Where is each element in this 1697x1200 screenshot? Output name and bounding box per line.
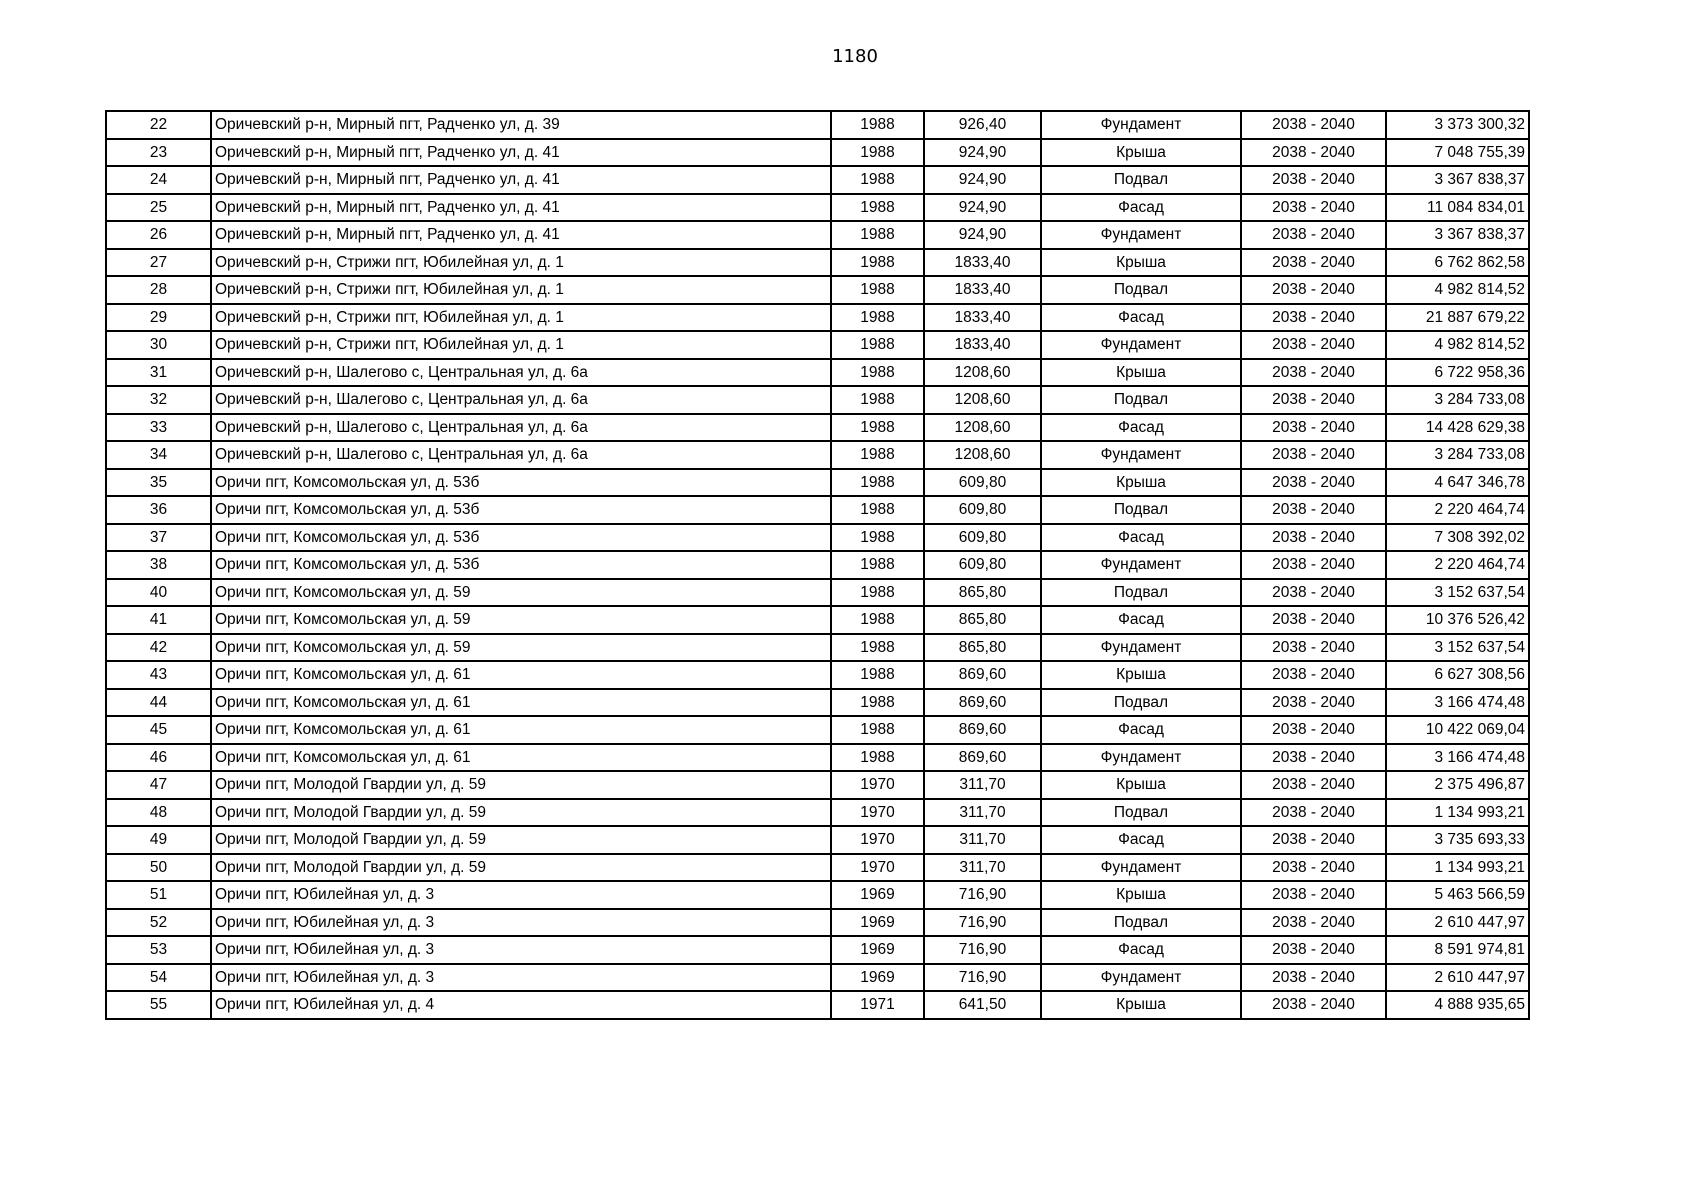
cell-number: 34 [106,441,211,469]
cell-year: 1988 [831,661,924,689]
table-row [106,414,1529,442]
cell-area: 609,80 [924,469,1041,497]
cell-address: Оричи пгт, Юбилейная ул, д. 4 [211,991,831,1019]
cell-area: 311,70 [924,799,1041,827]
cell-cost: 6 722 958,36 [1386,359,1529,387]
cell-area: 865,80 [924,606,1041,634]
cell-work-type: Крыша [1041,359,1241,387]
table-row [106,276,1529,304]
cell-period: 2038 - 2040 [1241,689,1386,717]
cell-address: Оричи пгт, Молодой Гвардии ул, д. 59 [211,826,831,854]
cell-area: 869,60 [924,689,1041,717]
cell-period: 2038 - 2040 [1241,799,1386,827]
table-row [106,744,1529,772]
cell-cost: 10 376 526,42 [1386,606,1529,634]
cell-work-type: Фасад [1041,826,1241,854]
cell-work-type: Подвал [1041,579,1241,607]
table-row [106,634,1529,662]
cell-year: 1970 [831,854,924,882]
cell-cost: 3 735 693,33 [1386,826,1529,854]
cell-cost: 8 591 974,81 [1386,936,1529,964]
cell-period: 2038 - 2040 [1241,991,1386,1019]
cell-address: Оричи пгт, Молодой Гвардии ул, д. 59 [211,854,831,882]
cell-address: Оричевский р-н, Шалегово с, Центральная ул, д. 6а [211,441,831,469]
cell-number: 24 [106,166,211,194]
cell-period: 2038 - 2040 [1241,496,1386,524]
cell-area: 924,90 [924,194,1041,222]
cell-address: Оричевский р-н, Шалегово с, Центральная ул, д. 6а [211,386,831,414]
cell-number: 40 [106,579,211,607]
cell-cost: 6 627 308,56 [1386,661,1529,689]
cell-address: Оричи пгт, Комсомольская ул, д. 59 [211,634,831,662]
cell-work-type: Крыша [1041,469,1241,497]
cell-work-type: Подвал [1041,166,1241,194]
cell-cost: 7 308 392,02 [1386,524,1529,552]
repair-schedule-table [105,110,1530,1020]
cell-area: 924,90 [924,166,1041,194]
cell-period: 2038 - 2040 [1241,551,1386,579]
cell-area: 609,80 [924,496,1041,524]
cell-area: 716,90 [924,909,1041,937]
cell-cost: 3 367 838,37 [1386,221,1529,249]
cell-address: Оричевский р-н, Стрижи пгт, Юбилейная ул, д. 1 [211,276,831,304]
table-row [106,799,1529,827]
cell-work-type: Фундамент [1041,221,1241,249]
cell-number: 26 [106,221,211,249]
cell-address: Оричи пгт, Комсомольская ул, д. 53б [211,524,831,552]
cell-period: 2038 - 2040 [1241,909,1386,937]
cell-work-type: Крыша [1041,249,1241,277]
cell-number: 51 [106,881,211,909]
cell-work-type: Фасад [1041,716,1241,744]
cell-area: 716,90 [924,936,1041,964]
cell-period: 2038 - 2040 [1241,469,1386,497]
cell-cost: 14 428 629,38 [1386,414,1529,442]
cell-cost: 3 373 300,32 [1386,111,1529,139]
cell-period: 2038 - 2040 [1241,111,1386,139]
cell-number: 31 [106,359,211,387]
cell-cost: 11 084 834,01 [1386,194,1529,222]
cell-year: 1988 [831,111,924,139]
cell-year: 1988 [831,634,924,662]
cell-period: 2038 - 2040 [1241,964,1386,992]
cell-number: 52 [106,909,211,937]
cell-year: 1988 [831,359,924,387]
cell-cost: 2 220 464,74 [1386,551,1529,579]
cell-year: 1988 [831,606,924,634]
cell-year: 1988 [831,579,924,607]
cell-period: 2038 - 2040 [1241,661,1386,689]
table-row [106,606,1529,634]
cell-area: 1208,60 [924,414,1041,442]
cell-area: 609,80 [924,551,1041,579]
cell-work-type: Подвал [1041,909,1241,937]
table-row [106,304,1529,332]
cell-number: 49 [106,826,211,854]
cell-area: 869,60 [924,716,1041,744]
cell-period: 2038 - 2040 [1241,936,1386,964]
cell-address: Оричи пгт, Комсомольская ул, д. 61 [211,716,831,744]
cell-period: 2038 - 2040 [1241,771,1386,799]
cell-area: 869,60 [924,661,1041,689]
cell-work-type: Фасад [1041,194,1241,222]
table-row [106,964,1529,992]
cell-period: 2038 - 2040 [1241,359,1386,387]
cell-number: 55 [106,991,211,1019]
cell-address: Оричи пгт, Комсомольская ул, д. 59 [211,606,831,634]
cell-work-type: Фундамент [1041,634,1241,662]
cell-period: 2038 - 2040 [1241,249,1386,277]
cell-work-type: Фундамент [1041,331,1241,359]
cell-period: 2038 - 2040 [1241,441,1386,469]
table-row [106,249,1529,277]
cell-number: 45 [106,716,211,744]
table-row [106,909,1529,937]
cell-number: 29 [106,304,211,332]
table-row [106,524,1529,552]
cell-work-type: Фундамент [1041,441,1241,469]
table-row [106,826,1529,854]
cell-year: 1988 [831,166,924,194]
page-number: 1180 [832,46,878,67]
cell-cost: 3 166 474,48 [1386,689,1529,717]
table-body [106,111,1529,1019]
table-row [106,991,1529,1019]
table-row [106,661,1529,689]
table-row [106,551,1529,579]
cell-cost: 5 463 566,59 [1386,881,1529,909]
cell-year: 1988 [831,744,924,772]
cell-number: 54 [106,964,211,992]
cell-area: 924,90 [924,139,1041,167]
cell-area: 716,90 [924,964,1041,992]
cell-year: 1988 [831,221,924,249]
cell-area: 609,80 [924,524,1041,552]
cell-number: 38 [106,551,211,579]
cell-year: 1970 [831,799,924,827]
cell-year: 1969 [831,936,924,964]
table-row [106,221,1529,249]
cell-year: 1970 [831,771,924,799]
cell-cost: 1 134 993,21 [1386,854,1529,882]
cell-year: 1969 [831,909,924,937]
cell-period: 2038 - 2040 [1241,524,1386,552]
cell-year: 1988 [831,441,924,469]
cell-cost: 3 166 474,48 [1386,744,1529,772]
cell-address: Оричевский р-н, Стрижи пгт, Юбилейная ул, д. 1 [211,249,831,277]
cell-cost: 4 647 346,78 [1386,469,1529,497]
cell-period: 2038 - 2040 [1241,331,1386,359]
cell-number: 35 [106,469,211,497]
cell-year: 1988 [831,276,924,304]
cell-period: 2038 - 2040 [1241,744,1386,772]
cell-address: Оричи пгт, Юбилейная ул, д. 3 [211,909,831,937]
cell-area: 865,80 [924,634,1041,662]
cell-cost: 6 762 862,58 [1386,249,1529,277]
cell-number: 30 [106,331,211,359]
cell-year: 1988 [831,331,924,359]
cell-address: Оричи пгт, Молодой Гвардии ул, д. 59 [211,771,831,799]
table-row [106,441,1529,469]
cell-number: 53 [106,936,211,964]
cell-period: 2038 - 2040 [1241,194,1386,222]
cell-address: Оричевский р-н, Мирный пгт, Радченко ул, д. 41 [211,139,831,167]
cell-area: 311,70 [924,826,1041,854]
cell-work-type: Подвал [1041,799,1241,827]
cell-address: Оричи пгт, Комсомольская ул, д. 61 [211,744,831,772]
cell-cost: 3 284 733,08 [1386,441,1529,469]
cell-year: 1988 [831,194,924,222]
cell-cost: 3 152 637,54 [1386,579,1529,607]
cell-number: 25 [106,194,211,222]
cell-cost: 3 284 733,08 [1386,386,1529,414]
cell-number: 28 [106,276,211,304]
cell-period: 2038 - 2040 [1241,826,1386,854]
cell-work-type: Подвал [1041,689,1241,717]
table-row [106,111,1529,139]
cell-work-type: Фундамент [1041,551,1241,579]
cell-number: 50 [106,854,211,882]
cell-address: Оричевский р-н, Мирный пгт, Радченко ул, д. 41 [211,194,831,222]
cell-area: 1833,40 [924,331,1041,359]
table-row [106,166,1529,194]
cell-area: 924,90 [924,221,1041,249]
cell-year: 1988 [831,414,924,442]
cell-work-type: Крыша [1041,881,1241,909]
cell-cost: 4 888 935,65 [1386,991,1529,1019]
cell-cost: 10 422 069,04 [1386,716,1529,744]
cell-area: 1833,40 [924,304,1041,332]
cell-period: 2038 - 2040 [1241,139,1386,167]
cell-address: Оричи пгт, Комсомольская ул, д. 59 [211,579,831,607]
cell-year: 1988 [831,689,924,717]
cell-number: 37 [106,524,211,552]
cell-number: 36 [106,496,211,524]
cell-area: 1833,40 [924,276,1041,304]
cell-cost: 2 610 447,97 [1386,964,1529,992]
cell-cost: 2 220 464,74 [1386,496,1529,524]
cell-year: 1988 [831,139,924,167]
cell-work-type: Фасад [1041,414,1241,442]
table-row [106,881,1529,909]
cell-cost: 7 048 755,39 [1386,139,1529,167]
cell-period: 2038 - 2040 [1241,579,1386,607]
cell-area: 926,40 [924,111,1041,139]
table-row [106,139,1529,167]
cell-area: 1833,40 [924,249,1041,277]
cell-year: 1971 [831,991,924,1019]
table-row [106,194,1529,222]
cell-period: 2038 - 2040 [1241,276,1386,304]
cell-address: Оричи пгт, Молодой Гвардии ул, д. 59 [211,799,831,827]
cell-area: 869,60 [924,744,1041,772]
cell-work-type: Крыша [1041,139,1241,167]
cell-address: Оричи пгт, Юбилейная ул, д. 3 [211,936,831,964]
cell-area: 865,80 [924,579,1041,607]
cell-work-type: Подвал [1041,496,1241,524]
cell-address: Оричи пгт, Комсомольская ул, д. 53б [211,496,831,524]
cell-period: 2038 - 2040 [1241,386,1386,414]
cell-period: 2038 - 2040 [1241,881,1386,909]
cell-address: Оричи пгт, Комсомольская ул, д. 61 [211,661,831,689]
cell-year: 1988 [831,304,924,332]
cell-work-type: Фасад [1041,936,1241,964]
cell-year: 1988 [831,249,924,277]
cell-address: Оричи пгт, Комсомольская ул, д. 53б [211,469,831,497]
cell-address: Оричи пгт, Комсомольская ул, д. 61 [211,689,831,717]
cell-period: 2038 - 2040 [1241,716,1386,744]
table-row [106,771,1529,799]
cell-period: 2038 - 2040 [1241,166,1386,194]
cell-period: 2038 - 2040 [1241,221,1386,249]
cell-year: 1988 [831,524,924,552]
cell-year: 1988 [831,469,924,497]
cell-number: 33 [106,414,211,442]
table-row [106,716,1529,744]
cell-year: 1969 [831,881,924,909]
table-row [106,469,1529,497]
cell-address: Оричевский р-н, Мирный пгт, Радченко ул, д. 41 [211,221,831,249]
table-row [106,689,1529,717]
cell-cost: 2 610 447,97 [1386,909,1529,937]
table-row [106,331,1529,359]
cell-period: 2038 - 2040 [1241,854,1386,882]
cell-number: 41 [106,606,211,634]
cell-address: Оричевский р-н, Шалегово с, Центральная ул, д. 6а [211,414,831,442]
cell-area: 1208,60 [924,359,1041,387]
cell-year: 1988 [831,386,924,414]
cell-work-type: Крыша [1041,991,1241,1019]
cell-number: 42 [106,634,211,662]
cell-year: 1969 [831,964,924,992]
cell-work-type: Фасад [1041,606,1241,634]
cell-period: 2038 - 2040 [1241,414,1386,442]
cell-year: 1988 [831,496,924,524]
cell-number: 22 [106,111,211,139]
cell-work-type: Фундамент [1041,744,1241,772]
cell-work-type: Фундамент [1041,854,1241,882]
cell-work-type: Фасад [1041,304,1241,332]
table-row [106,936,1529,964]
cell-cost: 1 134 993,21 [1386,799,1529,827]
table-row [106,359,1529,387]
cell-cost: 4 982 814,52 [1386,276,1529,304]
cell-area: 641,50 [924,991,1041,1019]
cell-address: Оричевский р-н, Мирный пгт, Радченко ул, д. 41 [211,166,831,194]
cell-number: 32 [106,386,211,414]
cell-work-type: Фундамент [1041,964,1241,992]
cell-area: 1208,60 [924,441,1041,469]
cell-address: Оричи пгт, Юбилейная ул, д. 3 [211,881,831,909]
cell-address: Оричи пгт, Комсомольская ул, д. 53б [211,551,831,579]
cell-number: 46 [106,744,211,772]
cell-number: 48 [106,799,211,827]
cell-work-type: Фасад [1041,524,1241,552]
cell-number: 47 [106,771,211,799]
cell-number: 43 [106,661,211,689]
cell-cost: 3 152 637,54 [1386,634,1529,662]
cell-address: Оричевский р-н, Мирный пгт, Радченко ул, д. 39 [211,111,831,139]
cell-area: 716,90 [924,881,1041,909]
cell-address: Оричевский р-н, Шалегово с, Центральная ул, д. 6а [211,359,831,387]
cell-year: 1970 [831,826,924,854]
cell-cost: 3 367 838,37 [1386,166,1529,194]
table-row [106,579,1529,607]
cell-area: 311,70 [924,854,1041,882]
cell-cost: 4 982 814,52 [1386,331,1529,359]
cell-period: 2038 - 2040 [1241,304,1386,332]
cell-address: Оричи пгт, Юбилейная ул, д. 3 [211,964,831,992]
cell-work-type: Крыша [1041,661,1241,689]
cell-year: 1988 [831,716,924,744]
table-row [106,386,1529,414]
cell-address: Оричевский р-н, Стрижи пгт, Юбилейная ул, д. 1 [211,331,831,359]
cell-area: 1208,60 [924,386,1041,414]
cell-area: 311,70 [924,771,1041,799]
cell-cost: 21 887 679,22 [1386,304,1529,332]
cell-number: 23 [106,139,211,167]
cell-period: 2038 - 2040 [1241,634,1386,662]
table-row [106,854,1529,882]
cell-number: 44 [106,689,211,717]
cell-period: 2038 - 2040 [1241,606,1386,634]
table-row [106,496,1529,524]
cell-work-type: Подвал [1041,276,1241,304]
cell-number: 27 [106,249,211,277]
cell-address: Оричевский р-н, Стрижи пгт, Юбилейная ул, д. 1 [211,304,831,332]
cell-year: 1988 [831,551,924,579]
cell-cost: 2 375 496,87 [1386,771,1529,799]
cell-work-type: Фундамент [1041,111,1241,139]
cell-work-type: Подвал [1041,386,1241,414]
cell-work-type: Крыша [1041,771,1241,799]
